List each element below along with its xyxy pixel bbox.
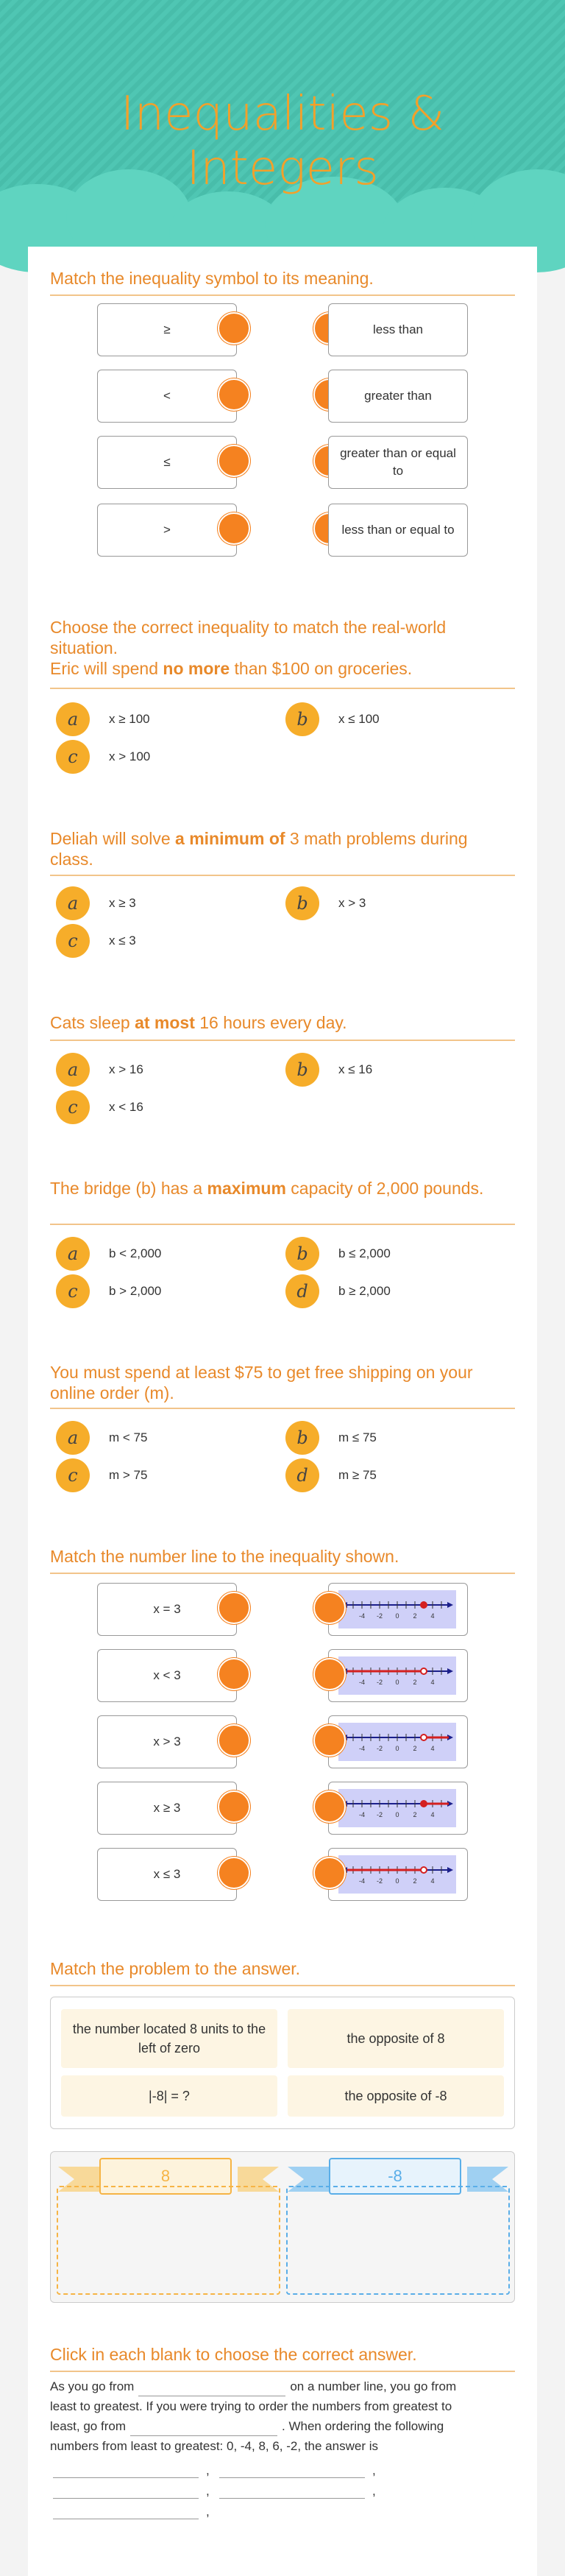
blank-dropdown[interactable] (53, 2463, 199, 2478)
option-badge: a (56, 1053, 90, 1087)
tick-label: -4 (358, 1679, 366, 1686)
answer-option[interactable]: b b ≤ 2,000 (285, 1237, 391, 1271)
option-badge: d (285, 1458, 319, 1492)
match-item-right[interactable]: less than or equal to (328, 504, 468, 557)
separator: , (206, 2505, 210, 2519)
match-item-left[interactable]: x ≤ 3 (97, 1848, 237, 1901)
answer-option[interactable]: a x ≥ 3 (56, 886, 136, 920)
divider (50, 1224, 515, 1225)
match-item-right[interactable]: greater than (328, 370, 468, 423)
divider (50, 1573, 515, 1574)
blank-dropdown[interactable] (130, 2423, 277, 2436)
tick-label: 4 (430, 1811, 435, 1818)
option-badge: d (285, 1274, 319, 1308)
match-item-left[interactable]: x > 3 (97, 1715, 237, 1768)
match-item-left[interactable]: ≤ (97, 436, 237, 489)
answer-option[interactable]: c x > 100 (56, 740, 150, 774)
arrow-right (447, 1602, 453, 1608)
arrow-right (447, 1668, 453, 1674)
blank-dropdown[interactable] (53, 2505, 199, 2519)
blank-dropdown[interactable] (219, 2463, 365, 2478)
tick-label: 2 (413, 1811, 417, 1818)
match-item-left[interactable]: > (97, 504, 237, 557)
separator: , (372, 2463, 376, 2477)
answer-option[interactable]: d b ≥ 2,000 (285, 1274, 391, 1308)
blank-dropdown[interactable] (53, 2484, 199, 2499)
answer-option[interactable]: a m < 75 (56, 1421, 147, 1455)
tick-label: -4 (358, 1877, 366, 1885)
separator: , (372, 2484, 376, 2498)
blank-dropdown[interactable] (219, 2484, 365, 2499)
tick-label: 4 (430, 1679, 435, 1686)
number-line-image (338, 1789, 456, 1827)
match-item-left[interactable]: x ≥ 3 (97, 1782, 237, 1835)
match-connector[interactable] (218, 1790, 250, 1823)
match-connector[interactable] (313, 1724, 346, 1757)
tick-label: 0 (395, 1745, 399, 1752)
match-item-left[interactable]: ≥ (97, 303, 237, 356)
option-badge: a (56, 886, 90, 920)
tick-label: 2 (413, 1877, 417, 1885)
question-prompt: Click in each blank to choose the correct answer. (50, 2345, 417, 2364)
option-badge: c (56, 924, 90, 958)
option-badge: b (285, 1421, 319, 1455)
answer-option[interactable]: c x ≤ 3 (56, 924, 136, 958)
answer-option[interactable]: a x > 16 (56, 1053, 143, 1087)
header-banner (0, 0, 565, 265)
divider (50, 688, 515, 689)
option-badge: a (56, 1421, 90, 1455)
tick-label: 0 (395, 1811, 399, 1818)
option-badge: b (285, 1053, 319, 1087)
match-connector[interactable] (218, 1857, 250, 1889)
question-prompt: Match the inequality symbol to its meaning. (50, 269, 374, 288)
match-connector[interactable] (313, 1790, 346, 1823)
answer-option[interactable]: d m ≥ 75 (285, 1458, 377, 1492)
bin-label: 8 (99, 2158, 232, 2195)
divider (50, 294, 515, 296)
tick-label: 4 (430, 1877, 435, 1885)
answer-option[interactable]: c x < 16 (56, 1090, 143, 1124)
question-prompt: Choose the correct inequality to match the real-world situation. Eric will spend no more than $100 on groceries. (50, 618, 447, 678)
tick-label: -4 (358, 1811, 366, 1818)
draggable-tile[interactable]: |-8| = ? (61, 2075, 277, 2117)
match-connector[interactable] (313, 1592, 346, 1624)
draggable-tile[interactable]: the opposite of -8 (288, 2075, 504, 2117)
question-prompt: Cats sleep at most 16 hours every day. (50, 1013, 347, 1032)
tick-label: -2 (376, 1745, 383, 1752)
option-badge: c (56, 1090, 90, 1124)
option-badge: c (56, 1274, 90, 1308)
match-item-left[interactable]: x = 3 (97, 1583, 237, 1636)
answer-option[interactable]: b x > 3 (285, 886, 366, 920)
tick-label: 4 (430, 1745, 435, 1752)
answer-option[interactable]: a x ≥ 100 (56, 702, 150, 736)
answer-option[interactable]: b m ≤ 75 (285, 1421, 377, 1455)
draggable-tile[interactable]: the opposite of 8 (288, 2009, 504, 2068)
divider (50, 2371, 515, 2372)
match-connector[interactable] (313, 1857, 346, 1889)
answer-option[interactable]: b x ≤ 16 (285, 1053, 372, 1087)
answer-option[interactable]: c m > 75 (56, 1458, 147, 1492)
match-connector[interactable] (218, 378, 250, 411)
number-line-image (338, 1656, 456, 1695)
tick-label: 4 (430, 1612, 435, 1620)
match-connector[interactable] (218, 1658, 250, 1690)
tick-label: -2 (376, 1877, 383, 1885)
option-badge: b (285, 702, 319, 736)
question-prompt: Match the number line to the inequality shown. (50, 1547, 399, 1566)
draggable-tile[interactable]: the number located 8 units to the left of zero (61, 2009, 277, 2068)
match-item-right[interactable]: greater than or equal to (328, 436, 468, 489)
match-area (50, 1997, 515, 2129)
number-line-image (338, 1855, 456, 1894)
tick-label: -2 (376, 1811, 383, 1818)
arrow-right (447, 1867, 453, 1873)
option-badge: a (56, 702, 90, 736)
endpoint-circle (421, 1602, 427, 1608)
question-prompt: You must spend at least $75 to get free shipping on your online order (m). (50, 1363, 473, 1402)
divider (50, 1985, 515, 1986)
match-connector[interactable] (218, 445, 250, 477)
match-connector[interactable] (218, 1592, 250, 1624)
bin-label: -8 (329, 2158, 461, 2195)
tick-label: 0 (395, 1612, 399, 1620)
separator: , (206, 2463, 210, 2477)
question-prompt: The bridge (b) has a maximum capacity of 2,000 pounds. (50, 1179, 484, 1198)
question-prompt: Deliah will solve a minimum of 3 math problems during class. (50, 829, 468, 869)
match-item-left[interactable]: < (97, 370, 237, 423)
number-line-image (338, 1590, 456, 1628)
tick-label: -4 (358, 1612, 366, 1620)
endpoint-circle (421, 1668, 427, 1674)
tick-label: 2 (413, 1679, 417, 1686)
tick-label: 0 (395, 1679, 399, 1686)
tick-label: 0 (395, 1877, 399, 1885)
blank-dropdown[interactable] (138, 2383, 285, 2396)
endpoint-circle (421, 1801, 427, 1807)
tick-label: 2 (413, 1612, 417, 1620)
answer-option[interactable]: c b > 2,000 (56, 1274, 161, 1308)
divider (50, 1408, 515, 1409)
question-prompt: Match the problem to the answer. (50, 1959, 301, 1978)
fill-in-paragraph: As you go from on a number line, you go from least to greatest. If you were trying to order the numbers from greatest to least, go from . When ordering the following numbers from least to greatest: 0, -4, 8, 6, -2, the answer is (50, 2379, 457, 2453)
tick-label: -4 (358, 1745, 366, 1752)
match-item-right[interactable]: less than (328, 303, 468, 356)
divider (50, 1040, 515, 1041)
match-item-left[interactable]: x < 3 (97, 1649, 237, 1702)
endpoint-circle (421, 1735, 427, 1740)
option-badge: a (56, 1237, 90, 1271)
match-connector[interactable] (218, 312, 250, 345)
match-connector[interactable] (218, 512, 250, 545)
match-connector[interactable] (218, 1724, 250, 1757)
option-badge: b (285, 886, 319, 920)
page-title: Inequalities & Integers (120, 87, 445, 196)
drop-zone[interactable] (286, 2186, 510, 2295)
drop-zone[interactable] (57, 2186, 280, 2295)
tick-label: -2 (376, 1612, 383, 1620)
endpoint-circle (421, 1867, 427, 1873)
option-badge: c (56, 1458, 90, 1492)
separator: , (206, 2484, 210, 2498)
match-connector[interactable] (313, 1658, 346, 1690)
option-badge: c (56, 740, 90, 774)
sort-area (50, 2151, 515, 2303)
tick-label: -2 (376, 1679, 383, 1686)
option-badge: b (285, 1237, 319, 1271)
answer-option[interactable]: a b < 2,000 (56, 1237, 161, 1271)
answer-option[interactable]: b x ≤ 100 (285, 702, 380, 736)
number-line-image (338, 1723, 456, 1761)
tick-label: 2 (413, 1745, 417, 1752)
divider (50, 875, 515, 876)
